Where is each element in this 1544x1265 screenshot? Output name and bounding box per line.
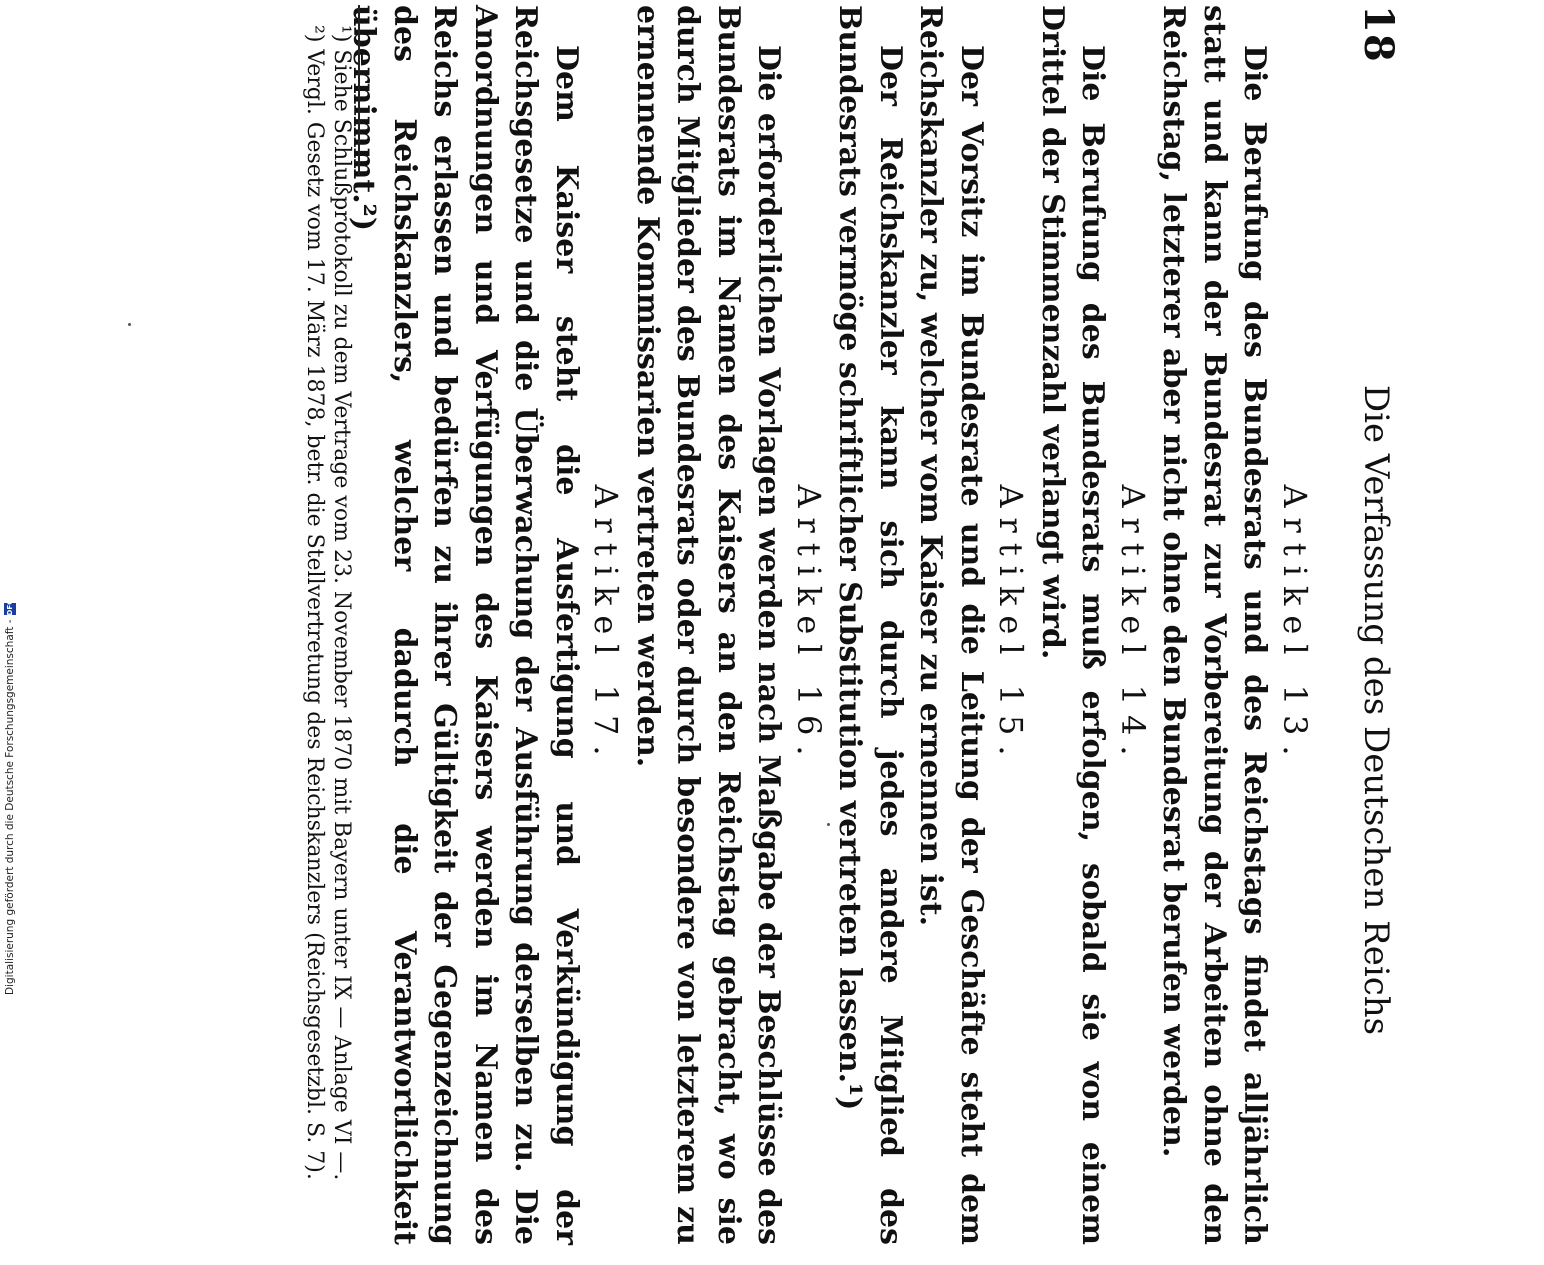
article-paragraph: Der Reichskanzler kann sich durch jedes andere Mitglied des Bundesrats vermöge schriftlicher Substitution vertreten lassen.¹) bbox=[832, 5, 908, 1245]
scan-speck bbox=[128, 323, 131, 326]
article-heading: Artikel 13. bbox=[1276, 484, 1314, 766]
running-head: Die Verfassung des Deutschen Reichs bbox=[1356, 384, 1396, 1036]
scan-speck bbox=[827, 823, 830, 826]
article-heading: Artikel 14. bbox=[1114, 484, 1152, 766]
digitization-credit bbox=[4, 599, 16, 995]
page-header bbox=[1350, 5, 1410, 1265]
article-paragraph: Der Vorsitz im Bundesrate und die Leitung der Geschäfte steht dem Reichskanzler zu, welcher vom Kaiser zu ernennen ist. bbox=[913, 5, 989, 1245]
credit-text: Digitalisierung gefördert durch die Deutsche Forschungsgemeinschaft - bbox=[4, 619, 16, 995]
book-page bbox=[150, 5, 1410, 1245]
article-paragraph: Die erforderlichen Vorlagen werden nach Maßgabe der Beschlüsse des Bundesrats im Namen des Kaisers an den Reichstag gebracht, wo sie durch Mitglieder des Bundesrats oder durch besondere von letzterem zu ernennende Kommissarien vertreten werden. bbox=[630, 5, 787, 1245]
footnote: ²) Vergl. Gesetz vom 17. März 1878, betr. die Stellvertretung des Reichskanzlers (Reichsgesetzbl. S. 7). bbox=[302, 25, 327, 1180]
footnote-rule bbox=[358, 5, 360, 175]
article-heading: Artikel 15. bbox=[992, 484, 1031, 766]
dfg-logo-icon: DFG bbox=[6, 599, 14, 616]
footnotes bbox=[301, 5, 355, 1245]
footnote: ¹) Siehe Schlußprotokoll zu dem Vertrage vom 23. November 1870 mit Bayern unter IX — Anlage VI —. bbox=[329, 25, 354, 1181]
page-number: 18 bbox=[1355, 5, 1402, 63]
article-paragraph: Die Berufung des Bundesrats muß erfolgen, sobald sie von einem Drittel der Stimmenzahl verlangt wird. bbox=[1035, 5, 1111, 1245]
article-paragraph: Die Berufung des Bundesrats und des Reichstags findet alljährlich statt und kann der Bundesrat zur Vorbereitung der Arbeiten ohne den Reichstag, letzterer aber nicht ohne den Bundesrat berufen werden. bbox=[1156, 5, 1273, 1245]
article-heading: Artikel 17. bbox=[587, 484, 626, 766]
page-body bbox=[343, 5, 1315, 1245]
article-paragraph: Dem Kaiser steht die Ausfertigung und Verkündigung der Reichsgesetze und die Überwachung der Ausführung derselben zu. Die Anordnungen und Verfügungen des Kaisers werden im Namen des Reichs erlassen und bedürfen zu ihrer Gültigkeit der Gegenzeichnung des Reichskanzlers, welcher dadurch die Verantwortlichkeit übernimmt.²) bbox=[346, 5, 584, 1245]
article-heading: Artikel 16. bbox=[790, 484, 828, 766]
